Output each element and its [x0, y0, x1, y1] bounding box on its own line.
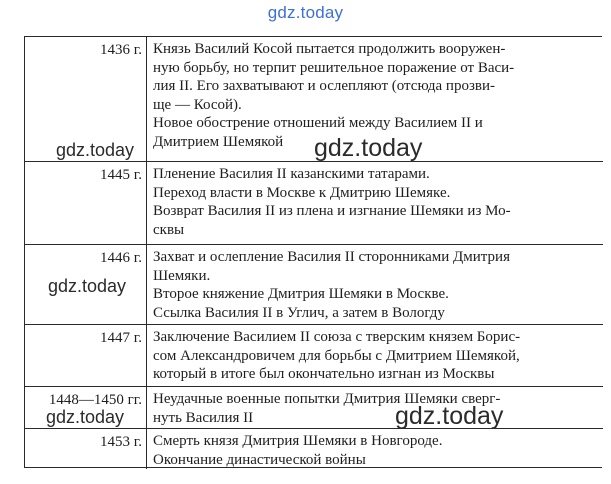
- column-divider: [146, 37, 147, 161]
- event-line: нуть Василия II: [153, 409, 254, 426]
- column-divider: [146, 325, 147, 386]
- table-row: [25, 387, 603, 429]
- column-divider: [146, 429, 147, 469]
- date-cell: 1446 г.: [100, 250, 142, 266]
- event-line: Второе княжение Дмитрия Шемяки в Москве.: [153, 286, 449, 303]
- event-line: Ссылка Василия II в Углич, а затем в Вологду: [153, 304, 445, 321]
- event-line: Окончание династической войны: [153, 451, 366, 468]
- watermark: gdz.today: [46, 407, 125, 427]
- event-line: лия II. Его захватывают и ослепляют (отсюда прозви-: [153, 78, 495, 95]
- column-divider: [146, 245, 147, 324]
- date-cell: 1436 г.: [100, 42, 142, 58]
- event-line: Неудачные военные попытки Дмитрия Шемяки сверг-: [153, 391, 501, 407]
- event-line: Князь Василий Косой пытается продолжить вооружен-: [153, 41, 506, 57]
- history-table: [24, 36, 602, 468]
- table-row: [25, 162, 603, 245]
- event-line: сом Александровичем для борьбы с Дмитрием Шемякой,: [153, 347, 520, 364]
- watermark: gdz.today: [314, 134, 423, 162]
- column-divider: [146, 162, 147, 244]
- date-cell: 1447 г.: [100, 330, 142, 346]
- column-divider: [146, 387, 147, 428]
- table-row: [25, 37, 603, 162]
- event-line: Новое обострение отношений между Василием II и: [153, 115, 483, 132]
- event-cell: [153, 248, 593, 322]
- event-line: Смерть князя Дмитрия Шемяки в Новгороде.: [153, 433, 443, 449]
- site-header: [0, 0, 611, 32]
- event-line: ще — Косой).: [153, 96, 242, 113]
- event-cell: [153, 40, 593, 152]
- event-line: сквы: [153, 221, 185, 238]
- event-line: Возврат Василия II из плена и изгнание Шемяки из Мо-: [153, 203, 511, 220]
- event-line: ную борьбу, но терпит решительное поражение от Васи-: [153, 59, 515, 76]
- event-line: Заключение Василием II союза с тверским князем Борис-: [153, 329, 521, 345]
- site-name[interactable]: gdz.today: [267, 3, 344, 22]
- event-cell: [153, 165, 593, 239]
- event-cell: [153, 390, 593, 427]
- event-cell: [153, 328, 593, 384]
- table-row: [25, 325, 603, 387]
- date-cell: 1448—1450 гг.: [48, 392, 142, 408]
- event-line: Переход власти в Москве к Дмитрию Шемяке.: [153, 184, 451, 201]
- table-row: [25, 429, 603, 469]
- table-row: [25, 245, 603, 325]
- event-line: Захват и ослепление Василия II сторонниками Дмитрия: [153, 249, 510, 265]
- date-cell: 1445 г.: [100, 167, 142, 183]
- event-cell: [153, 432, 593, 469]
- watermark: gdz.today: [56, 140, 135, 160]
- event-line: Шемяки.: [153, 267, 211, 284]
- date-cell: 1453 г.: [100, 434, 142, 450]
- watermark: gdz.today: [48, 276, 127, 296]
- event-line: Пленение Василия II казанскими татарами.: [153, 166, 430, 182]
- event-line: который в итоге был окончательно изгнан из Москвы: [153, 366, 495, 383]
- event-line: Дмитрием Шемякой: [153, 133, 284, 150]
- watermark: gdz.today: [395, 402, 504, 430]
